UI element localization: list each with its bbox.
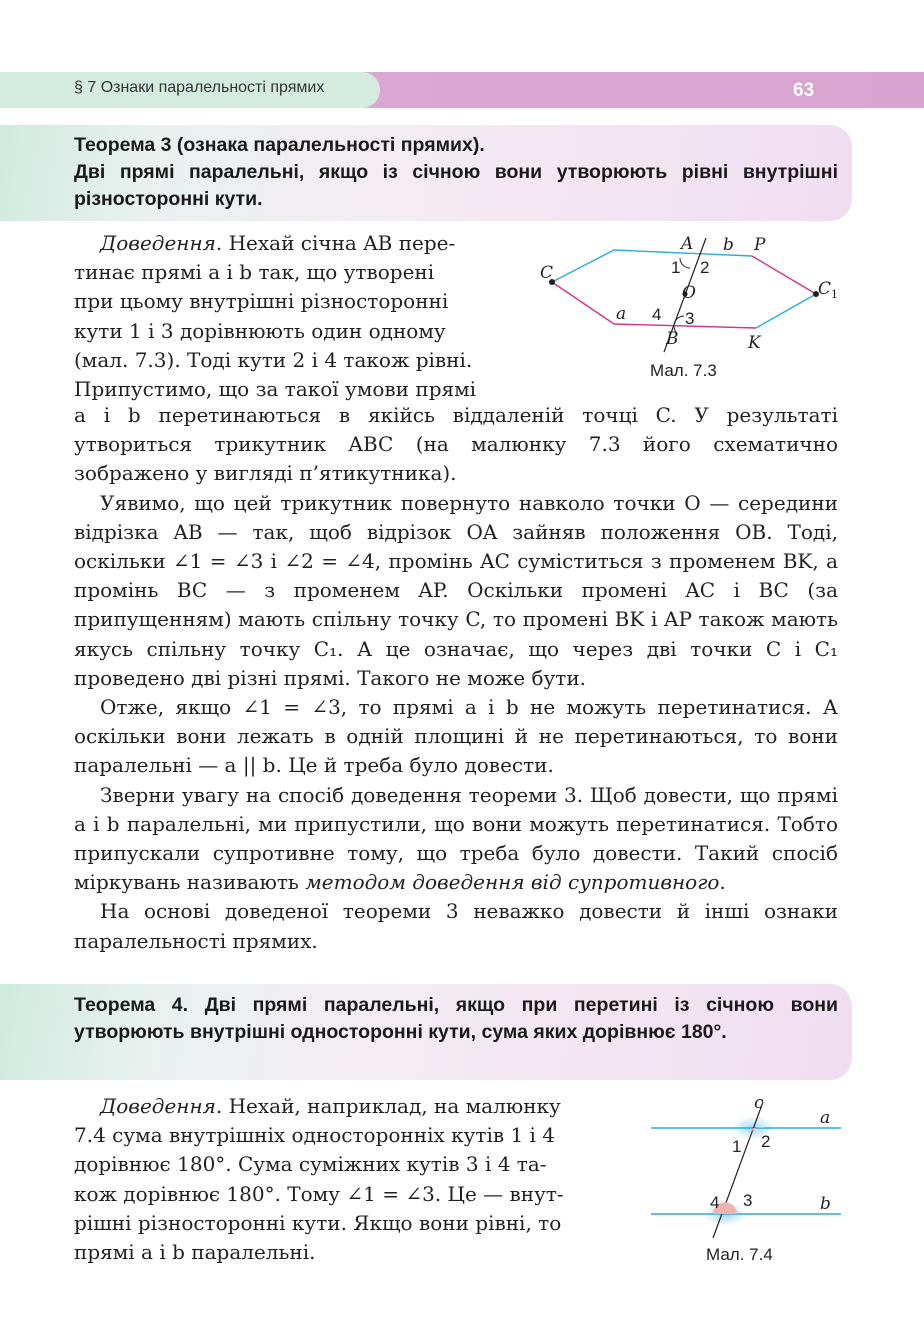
segment-bk xyxy=(756,294,816,328)
proof-4-line-6: прямі a і b паралельні. xyxy=(74,1240,316,1265)
label-angle-3: 3 xyxy=(685,309,695,328)
label-k: K xyxy=(748,333,761,353)
label-b-line: b xyxy=(723,235,734,255)
label-a-line: a xyxy=(616,304,627,324)
label-a: a xyxy=(820,1108,831,1128)
page-number: 63 xyxy=(793,80,815,101)
proof-3-para-5: На основі доведеної теореми 3 неважко довести й інші ознаки паралельності прямих. xyxy=(74,899,838,953)
proof-4-label: Доведення. xyxy=(100,1094,223,1118)
theorem-4-statement: Дві прямі паралельні, якщо при перетині із січною вони утворюють внутрішні односторонні кути, сума яких дорівнює 180°. xyxy=(74,994,839,1043)
section-title: § 7 Ознаки паралельності прямих xyxy=(74,79,325,96)
label-p: P xyxy=(754,235,766,255)
proof-4 xyxy=(74,1092,622,1267)
proof-3-line-5: (мал. 7.3). Тоді кути 2 і 4 також рівні. xyxy=(74,347,473,372)
proof-3-line-2: тинає прямі a і b так, що утворені xyxy=(74,260,435,285)
figure-7-4-caption: Мал. 7.4 xyxy=(706,1245,773,1264)
theorem-3-statement: Дві прямі паралельні, якщо із січною вони утворюють рівні внутрішні різносторонні кути. xyxy=(74,161,838,210)
label-a-point: A xyxy=(681,234,694,254)
theorem-3-text xyxy=(74,132,910,213)
proof-3-line-4: кути 1 і 3 дорівнюють один одному xyxy=(74,318,446,343)
theorem-3-title: Теорема 3 (ознака паралельності прямих). xyxy=(74,134,485,156)
proof-3-para-3: Отже, якщо ∠1 = ∠3, то прямі a і b не можуть перетинатися. А оскільки вони лежать в одній площині й не перетинаються, то вони паралельні — a || b. Це й треба було довести. xyxy=(74,695,838,778)
label-angle-1: 1 xyxy=(671,258,681,277)
proof-3-label: Доведення. xyxy=(100,231,223,255)
proof-3-body xyxy=(74,401,838,956)
proof-4-line-2: 7.4 сума внутрішніх односторонніх кутів 1 і 4 xyxy=(74,1123,556,1148)
figure-7-4 xyxy=(645,1090,845,1240)
proof-3-line-6: Припустимо, що за такої умови прямі xyxy=(74,377,477,402)
theorem-4-title: Теорема 4. xyxy=(74,994,189,1016)
theorem-4-text xyxy=(74,992,838,1046)
label-angle-1: 1 xyxy=(732,1137,742,1156)
proof-3-para-4: Зверни увагу на спосіб доведення теореми 3. Щоб довести, що прямі a і b паралельні, ми припустили, що вони можуть перетинатися. Тобто припускали супротивне тому, що треба було довести. Такий спосіб міркувань називають методом доведення від супротивного. xyxy=(74,782,838,895)
label-angle-2: 2 xyxy=(761,1132,771,1151)
segment-cb xyxy=(552,282,614,324)
label-angle-4: 4 xyxy=(652,305,662,324)
label-angle-2: 2 xyxy=(700,258,710,277)
proof-3-line-1: Нехай січна AB пере- xyxy=(222,231,456,255)
label-c1: $C_1$ xyxy=(818,279,839,301)
method-term: методом доведення від супротивного xyxy=(305,870,720,895)
segment-ac xyxy=(552,250,614,282)
label-c: C xyxy=(540,263,554,283)
label-o: O xyxy=(682,283,696,303)
label-b-point: B xyxy=(666,329,679,349)
proof-4-line-4: кож дорівнює 180°. Тому ∠1 = ∠3. Це — внут- xyxy=(74,1181,564,1206)
proof-4-line-3: дорівнює 180°. Сума суміжних кутів 3 і 4 та- xyxy=(74,1152,547,1177)
proof-4-line-1: Нехай, наприклад, на малюнку xyxy=(222,1094,561,1118)
proof-3-intro xyxy=(74,229,514,404)
label-angle-3: 3 xyxy=(743,1191,753,1210)
figure-7-3-caption: Мал. 7.3 xyxy=(650,361,717,380)
label-angle-4: 4 xyxy=(710,1193,720,1212)
label-c: c xyxy=(754,1093,764,1113)
label-b: b xyxy=(820,1194,831,1214)
proof-3-line-3: при цьому внутрішні різносторонні xyxy=(74,289,449,314)
proof-3-para-2: Уявимо, що цей трикутник повернуто навколо точки O — середини відрізка AB — так, щоб відрізок OA зайняв положення OB. Тоді, оскільки ∠1 = ∠3 і ∠2 = ∠4, промінь AC суміститься з променем BK, а промінь BC — з променем AP. Оскільки промені AC і BC (за припущенням) мають спільну точку C, то промені BK і AP також мають якусь спільну точку C₁. А це означає, що через дві точки C і C₁ проведено дві різні прямі. Такого не може бути. xyxy=(74,490,838,690)
proof-4-line-5: рішні різносторонні кути. Якщо вони рівні, то xyxy=(74,1210,562,1235)
proof-3-continuation: a і b перетинаються в якійсь віддаленій точці C. У результаті утвориться трикутник ABC (на малюнку 7.3 його схематично зображено у вигляді п’ятикутника). xyxy=(74,403,838,486)
angle-arc-1 xyxy=(680,258,690,268)
segment-ap xyxy=(752,256,816,294)
